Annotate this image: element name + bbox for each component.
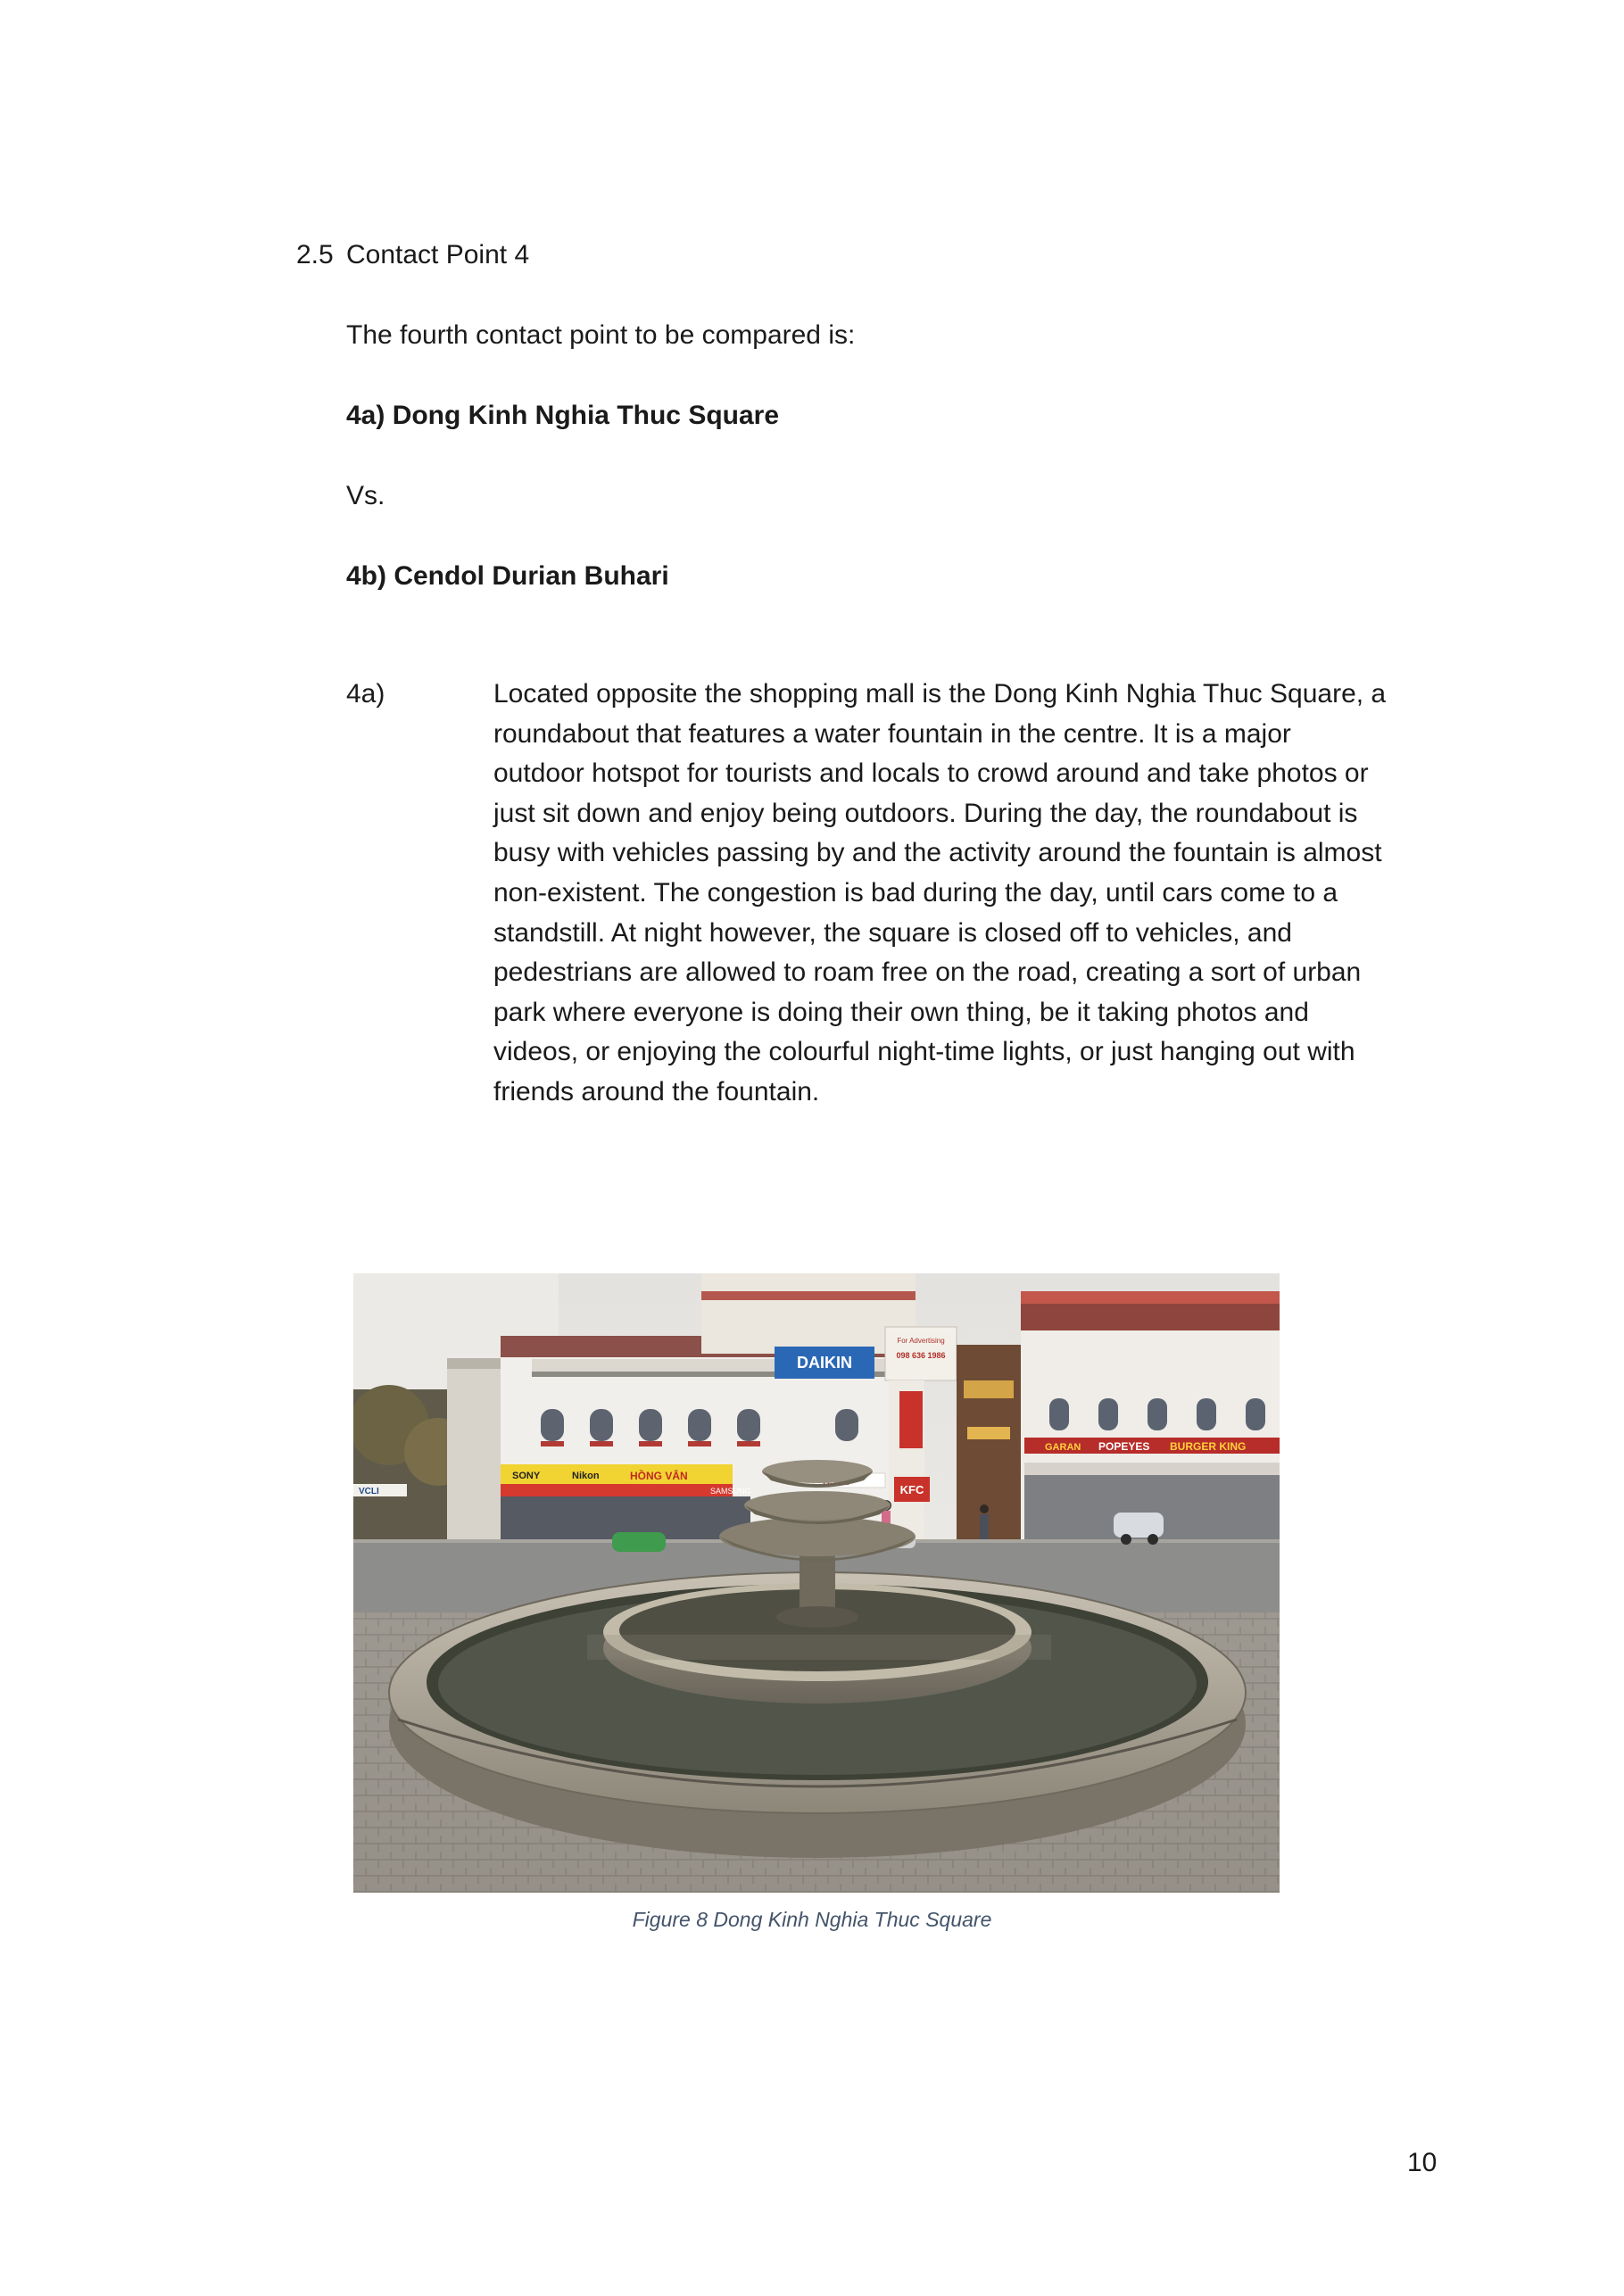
paragraph-line: videos, or enjoying the colourful night-time lights, or just hanging out with [493, 1037, 1355, 1067]
section-title: Contact Point 4 [346, 240, 530, 269]
paragraph-line: friends around the fountain. [493, 1076, 820, 1107]
svg-text:Nikon: Nikon [572, 1471, 600, 1481]
figure-caption: Figure 8 Dong Kinh Nghia Thuc Square [632, 1908, 992, 1931]
svg-text:POPEYES: POPEYES [1098, 1440, 1150, 1453]
paragraph-line: non-existent. The congestion is bad during the day, until cars come to a [493, 877, 1338, 908]
paragraph-line: Located opposite the shopping mall is the Dong Kinh Nghia Thuc Square, a [493, 679, 1387, 709]
paragraph-line: busy with vehicles passing by and the activity around the fountain is almost [493, 838, 1382, 868]
paragraph-line: park where everyone is doing their own thing, be it taking photos and [493, 997, 1309, 1027]
page-number: 10 [1407, 2148, 1438, 2177]
svg-text:VCLI: VCLI [359, 1487, 379, 1496]
intro-text: The fourth contact point to be compared is: [346, 320, 856, 350]
fountain-photo [353, 1273, 1280, 1893]
svg-text:HỒNG VÂN: HỒNG VÂN [630, 1470, 688, 1482]
paragraph-line: roundabout that features a water fountain in the centre. It is a major [493, 718, 1291, 749]
svg-text:SAMSUNG: SAMSUNG [710, 1487, 751, 1496]
description-paragraph [493, 675, 1430, 1113]
svg-text:SONY: SONY [512, 1471, 541, 1481]
versus-text: Vs. [346, 481, 385, 510]
svg-text:DAIKIN: DAIKIN [797, 1354, 852, 1372]
svg-text:For Advertising: For Advertising [897, 1337, 945, 1345]
svg-text:GARAN: GARAN [1045, 1442, 1081, 1453]
paragraph-line: pedestrians are allowed to roam free on the road, creating a sort of urban [493, 957, 1362, 988]
paragraph-line: outdoor hotspot for tourists and locals to crowd around and take photos or [493, 758, 1369, 789]
svg-text:098 636 1986: 098 636 1986 [896, 1351, 946, 1360]
section-number: 2.5 [296, 240, 334, 269]
description-label: 4a) [346, 679, 385, 709]
paragraph-line: standstill. At night however, the square is closed off to vehicles, and [493, 917, 1292, 948]
item-b-heading: 4b) Cendol Durian Buhari [346, 561, 669, 591]
svg-text:BURGER KING: BURGER KING [1170, 1440, 1247, 1453]
svg-text:KFC: KFC [899, 1483, 924, 1496]
item-a-heading: 4a) Dong Kinh Nghia Thuc Square [346, 401, 780, 430]
paragraph-line: just sit down and enjoy being outdoors. During the day, the roundabout is [493, 798, 1358, 828]
